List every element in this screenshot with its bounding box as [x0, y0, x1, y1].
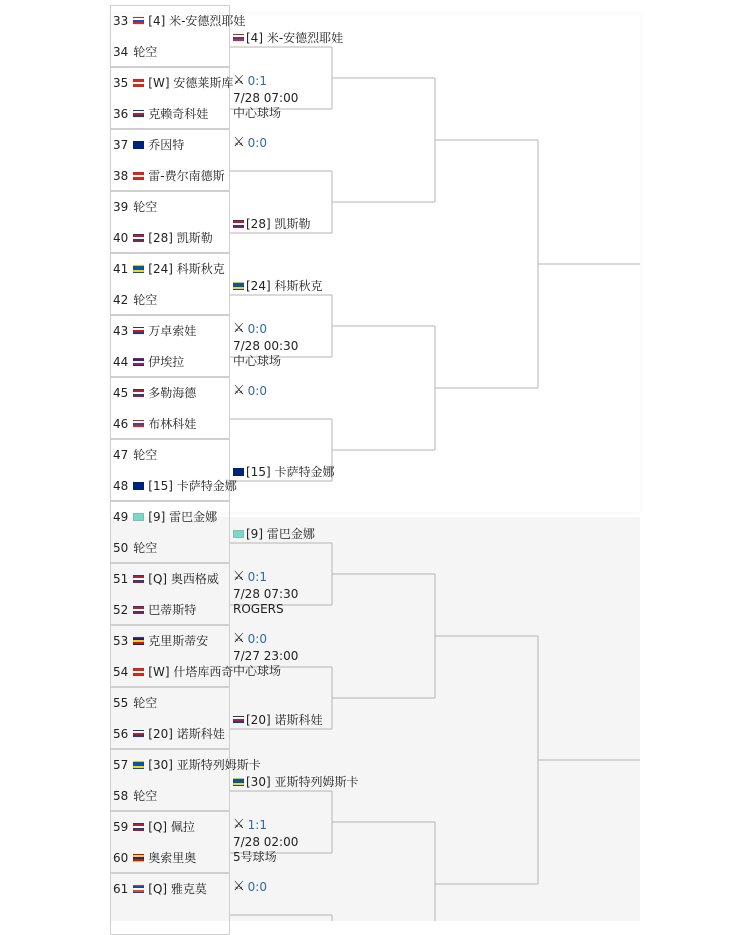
flag-icon-ua: [133, 265, 144, 273]
player-name: 轮空: [133, 541, 158, 555]
score-value: 0:0: [247, 880, 267, 894]
match-info: [233, 339, 298, 369]
draw-slot-row[interactable]: [113, 42, 157, 62]
draw-slot-row[interactable]: [113, 104, 208, 124]
match-score[interactable]: [233, 322, 267, 336]
flag-icon-ua: [233, 282, 244, 290]
player-name: [Q] 雅克莫: [148, 882, 207, 896]
player-name: [W] 什塔库西奇: [148, 665, 234, 679]
score-value: 0:0: [247, 384, 267, 398]
match-score[interactable]: [233, 136, 267, 150]
crossed-rackets-icon: ⚔: [233, 73, 245, 88]
crossed-rackets-icon: ⚔: [233, 321, 245, 336]
slot-number: 46: [113, 417, 129, 431]
draw-slot-row[interactable]: [113, 724, 225, 744]
round2-player[interactable]: [233, 712, 322, 728]
flag-icon-cz: [233, 716, 244, 724]
flag-icon-us: [233, 220, 244, 228]
match-info: [233, 649, 298, 679]
match-score[interactable]: [233, 818, 267, 832]
match-court: 中心球场: [233, 664, 282, 678]
flag-icon-ca: [133, 668, 144, 676]
player-name: [24] 科斯秋克: [148, 262, 225, 276]
slot-number: 42: [113, 293, 129, 307]
slot-number: 44: [113, 355, 129, 369]
crossed-rackets-icon: ⚔: [233, 631, 245, 646]
player-name: [24] 科斯秋克: [246, 279, 323, 293]
flag-icon-us: [133, 234, 144, 242]
player-name: 雷-费尔南德斯: [148, 169, 225, 183]
player-name: 克里斯蒂安: [148, 634, 209, 648]
slot-number: 43: [113, 324, 129, 338]
match-score[interactable]: [233, 880, 267, 894]
draw-slot-row[interactable]: [113, 786, 157, 806]
match-score[interactable]: [233, 632, 267, 646]
slot-number: 57: [113, 758, 129, 772]
player-name: [15] 卡萨特金娜: [246, 465, 335, 479]
player-name: 轮空: [133, 293, 158, 307]
draw-slot-row[interactable]: [113, 476, 237, 496]
player-name: [W] 安德莱斯库: [148, 76, 234, 90]
score-value: 0:0: [247, 632, 267, 646]
slot-number: 56: [113, 727, 129, 741]
match-court: ROGERS: [233, 602, 284, 616]
slot-number: 54: [113, 665, 129, 679]
score-value: 0:0: [247, 322, 267, 336]
player-name: [4] 米-安德烈耶娃: [148, 14, 246, 28]
slot-number: 48: [113, 479, 129, 493]
match-info: [233, 835, 298, 865]
slot-number: 59: [113, 820, 129, 834]
draw-slot-row[interactable]: [113, 166, 225, 186]
match-time: 7/27 23:00: [233, 649, 299, 663]
player-name: [9] 雷巴金娜: [246, 527, 315, 541]
flag-icon-ru: [133, 420, 144, 428]
match-info: [233, 91, 298, 121]
flag-icon-cz: [133, 730, 144, 738]
slot-number: 40: [113, 231, 129, 245]
draw-slot-row[interactable]: [113, 600, 196, 620]
flag-icon-kz: [233, 530, 244, 538]
flag-icon-ph: [133, 358, 144, 366]
player-name: 布林科娃: [148, 417, 197, 431]
round2-player[interactable]: [233, 464, 334, 480]
slot-number: 58: [113, 789, 129, 803]
slot-number: 37: [113, 138, 129, 152]
player-name: [9] 雷巴金娜: [148, 510, 218, 524]
slot-number: 41: [113, 262, 129, 276]
slot-number: 36: [113, 107, 129, 121]
player-name: 万卓索娃: [148, 324, 197, 338]
score-value: 0:1: [247, 74, 267, 88]
slot-number: 53: [113, 634, 129, 648]
draw-slot-row[interactable]: [113, 352, 184, 372]
match-court: 5号球场: [233, 850, 277, 864]
draw-slot-row[interactable]: [113, 817, 195, 837]
slot-number: 60: [113, 851, 129, 865]
draw-slot-row[interactable]: [113, 538, 157, 558]
crossed-rackets-icon: ⚔: [233, 569, 245, 584]
match-info: [233, 587, 298, 617]
player-name: 巴蒂斯特: [148, 603, 197, 617]
flag-icon-co: [133, 854, 144, 862]
match-time: 7/28 07:30: [233, 587, 299, 601]
slot-number: 51: [113, 572, 129, 586]
player-name: [15] 卡萨特金娜: [148, 479, 237, 493]
score-value: 1:1: [247, 818, 267, 832]
flag-icon-us: [133, 575, 144, 583]
draw-slot-row[interactable]: [113, 445, 157, 465]
player-name: 奥索里奥: [148, 851, 197, 865]
match-court: 中心球场: [233, 354, 282, 368]
player-name: [4] 米-安德烈耶娃: [246, 31, 344, 45]
slot-number: 45: [113, 386, 129, 400]
crossed-rackets-icon: ⚔: [233, 135, 245, 150]
flag-icon-ua: [133, 761, 144, 769]
match-time: 7/28 00:30: [233, 339, 299, 353]
player-name: 多勒海德: [148, 386, 197, 400]
draw-slot-row[interactable]: [113, 135, 184, 155]
player-name: 轮空: [133, 789, 158, 803]
draw-slot-row[interactable]: [113, 693, 157, 713]
slot-number: 34: [113, 45, 129, 59]
player-name: [30] 亚斯特列姆斯卡: [148, 758, 261, 772]
round2-player[interactable]: [233, 216, 310, 232]
crossed-rackets-icon: ⚔: [233, 817, 245, 832]
match-score[interactable]: [233, 570, 267, 584]
draw-slot-row[interactable]: [113, 507, 217, 527]
draw-slot-row[interactable]: [113, 662, 233, 682]
slot-number: 55: [113, 696, 129, 710]
slot-number: 39: [113, 200, 129, 214]
player-name: 轮空: [133, 200, 158, 214]
player-name: 轮空: [133, 448, 158, 462]
round2-player[interactable]: [233, 30, 343, 46]
flag-icon-cz: [133, 327, 144, 335]
match-time: 7/28 02:00: [233, 835, 299, 849]
player-name: [30] 亚斯特列姆斯卡: [246, 775, 359, 789]
slot-number: 52: [113, 603, 129, 617]
player-name: 乔因特: [148, 138, 185, 152]
draw-slot-row[interactable]: [113, 259, 225, 279]
round2-player[interactable]: [233, 526, 315, 542]
flag-icon-fr: [133, 885, 144, 893]
flag-icon-ru: [133, 17, 144, 25]
draw-slot-row[interactable]: [113, 197, 157, 217]
crossed-rackets-icon: ⚔: [233, 383, 245, 398]
player-name: [28] 凯斯勒: [246, 217, 311, 231]
flag-icon-us: [133, 606, 144, 614]
draw-slot-row[interactable]: [113, 755, 261, 775]
flag-icon-us: [133, 823, 144, 831]
player-name: 轮空: [133, 696, 158, 710]
player-name: [20] 诺斯科娃: [246, 713, 323, 727]
flag-icon-ru: [233, 34, 244, 42]
flag-icon-ua: [233, 778, 244, 786]
draw-slot-row[interactable]: [113, 321, 196, 341]
flag-icon-us: [133, 389, 144, 397]
match-score[interactable]: [233, 74, 267, 88]
slot-number: 35: [113, 76, 129, 90]
slot-number: 33: [113, 14, 129, 28]
player-name: [Q] 佩拉: [148, 820, 195, 834]
flag-icon-kz: [133, 513, 144, 521]
flag-icon-ca: [133, 79, 144, 87]
draw-slot-row[interactable]: [113, 383, 196, 403]
draw-slot-row[interactable]: [113, 290, 157, 310]
flag-icon-au: [233, 468, 244, 476]
score-value: 0:0: [247, 136, 267, 150]
draw-slot-row[interactable]: [113, 848, 196, 868]
match-score[interactable]: [233, 384, 267, 398]
player-name: 伊埃拉: [148, 355, 185, 369]
slot-number: 49: [113, 510, 129, 524]
player-name: [Q] 奥西格威: [148, 572, 219, 586]
round2-player[interactable]: [233, 774, 358, 790]
draw-slot-row[interactable]: [113, 11, 245, 31]
round2-player[interactable]: [233, 278, 322, 294]
draw-slot-row[interactable]: [113, 228, 213, 248]
slot-number: 61: [113, 882, 129, 896]
draw-slot-row[interactable]: [113, 414, 196, 434]
match-court: 中心球场: [233, 106, 282, 120]
player-name: [28] 凯斯勒: [148, 231, 213, 245]
player-name: 轮空: [133, 45, 158, 59]
flag-icon-cz: [133, 110, 144, 118]
match-time: 7/28 07:00: [233, 91, 299, 105]
draw-slot-row[interactable]: [113, 569, 219, 589]
draw-slot-row[interactable]: [113, 73, 233, 93]
draw-slot-row[interactable]: [113, 879, 207, 899]
draw-slot-row[interactable]: [113, 631, 208, 651]
player-name: [20] 诺斯科娃: [148, 727, 225, 741]
score-value: 0:1: [247, 570, 267, 584]
slot-number: 50: [113, 541, 129, 555]
flag-icon-ro: [133, 637, 144, 645]
flag-icon-ca: [133, 172, 144, 180]
slot-number: 38: [113, 169, 129, 183]
flag-icon-au: [133, 482, 144, 490]
flag-icon-au: [133, 141, 144, 149]
player-name: 克赖奇科娃: [148, 107, 209, 121]
slot-number: 47: [113, 448, 129, 462]
crossed-rackets-icon: ⚔: [233, 879, 245, 894]
